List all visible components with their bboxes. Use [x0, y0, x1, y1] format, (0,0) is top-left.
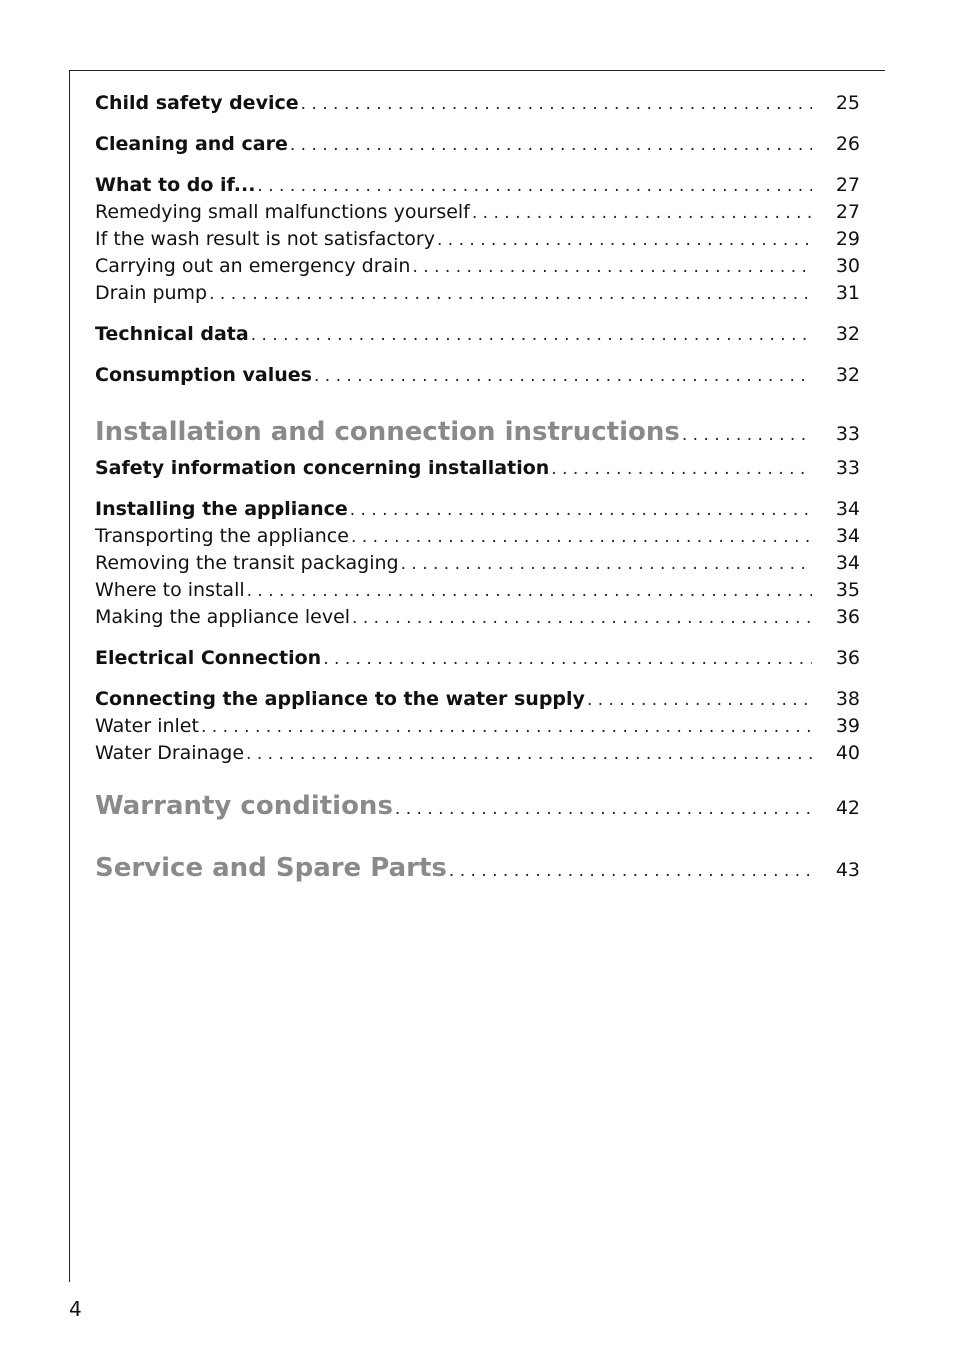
toc-entry-title: Service and Spare Parts — [95, 853, 447, 883]
toc-leader-dots — [412, 257, 812, 277]
toc-entry[interactable] — [95, 579, 860, 606]
toc-entry-title: Cleaning and care — [95, 133, 288, 155]
toc-entry[interactable] — [95, 228, 860, 255]
toc-leader-dots — [682, 425, 812, 445]
toc-section-heading[interactable] — [95, 853, 860, 893]
toc-entry-page: 30 — [835, 255, 860, 277]
toc-entry-title: Water inlet — [95, 715, 199, 737]
toc-leader-dots — [290, 135, 812, 155]
toc-entry-page: 43 — [835, 859, 860, 881]
toc-entry-page: 38 — [835, 688, 860, 710]
toc-entry-title: If the wash result is not satisfactory — [95, 228, 435, 250]
toc-section-heading[interactable] — [95, 791, 860, 831]
toc-leader-dots — [472, 203, 812, 223]
toc-entry-page: 34 — [835, 498, 860, 520]
toc-entry-title: Technical data — [95, 323, 249, 345]
toc-entry-page: 33 — [835, 457, 860, 479]
toc-entry-title: Making the appliance level — [95, 606, 351, 628]
toc-leader-dots — [395, 799, 812, 819]
toc-entry-page: 29 — [835, 228, 860, 250]
toc-leader-dots — [551, 459, 812, 479]
toc-entry-title: What to do if... — [95, 174, 256, 196]
toc-entry-page: 32 — [835, 323, 860, 345]
toc-entry[interactable] — [95, 364, 860, 391]
toc-entry-title: Warranty conditions — [95, 791, 393, 821]
toc-leader-dots — [301, 94, 812, 114]
toc-entry-page: 25 — [835, 92, 860, 114]
toc-entry-page: 27 — [835, 174, 860, 196]
toc-leader-dots — [350, 500, 812, 520]
toc-section-heading[interactable] — [95, 417, 860, 457]
toc-entry-title: Transporting the appliance — [95, 525, 349, 547]
toc-entry-title: Carrying out an emergency drain — [95, 255, 411, 277]
toc-leader-dots — [352, 608, 812, 628]
toc-entry-page: 34 — [835, 525, 860, 547]
toc-entry[interactable] — [95, 133, 860, 160]
toc-leader-dots — [323, 649, 812, 669]
toc-entry-title: Removing the transit packaging — [95, 552, 399, 574]
toc-entry[interactable] — [95, 255, 860, 282]
toc-leader-dots — [449, 861, 812, 881]
toc-entry[interactable] — [95, 92, 860, 119]
toc-leader-dots — [401, 554, 812, 574]
toc-entry[interactable] — [95, 688, 860, 715]
toc-entry-title: Consumption values — [95, 364, 312, 386]
toc-entry-page: 36 — [835, 606, 860, 628]
toc-entry[interactable] — [95, 525, 860, 552]
toc-entry-page: 32 — [835, 364, 860, 386]
toc-entry-title: Installing the appliance — [95, 498, 348, 520]
toc-entry[interactable] — [95, 201, 860, 228]
toc-entry-page: 39 — [835, 715, 860, 737]
frame-left-rule — [69, 70, 70, 1282]
toc-entry[interactable] — [95, 742, 860, 769]
toc-entry[interactable] — [95, 457, 860, 484]
table-of-contents — [95, 92, 860, 893]
toc-entry[interactable] — [95, 606, 860, 633]
toc-entry-title: Water Drainage — [95, 742, 245, 764]
toc-entry[interactable] — [95, 552, 860, 579]
toc-entry-title: Remedying small malfunctions yourself — [95, 201, 470, 223]
toc-leader-dots — [201, 717, 812, 737]
toc-leader-dots — [247, 581, 812, 601]
toc-entry-page: 34 — [835, 552, 860, 574]
toc-entry[interactable] — [95, 174, 860, 201]
toc-entry-page: 31 — [835, 282, 860, 304]
toc-entry-page: 40 — [835, 742, 860, 764]
toc-entry-page: 36 — [835, 647, 860, 669]
page-number: 4 — [69, 1297, 82, 1321]
toc-leader-dots — [314, 366, 812, 386]
toc-entry-page: 42 — [835, 797, 860, 819]
toc-entry-page: 26 — [835, 133, 860, 155]
toc-entry-title: Connecting the appliance to the water supply — [95, 688, 585, 710]
toc-entry-title: Installation and connection instructions — [95, 417, 680, 447]
toc-entry[interactable] — [95, 323, 860, 350]
toc-entry-title: Drain pump — [95, 282, 208, 304]
toc-entry-title: Where to install — [95, 579, 245, 601]
toc-leader-dots — [251, 325, 812, 345]
toc-leader-dots — [209, 284, 812, 304]
toc-entry[interactable] — [95, 282, 860, 309]
toc-entry-page: 35 — [835, 579, 860, 601]
toc-entry-title: Safety information concerning installation — [95, 457, 550, 479]
toc-leader-dots — [246, 744, 812, 764]
toc-entry-page: 33 — [835, 423, 860, 445]
toc-leader-dots — [351, 527, 812, 547]
toc-entry-title: Electrical Connection — [95, 647, 322, 669]
toc-leader-dots — [587, 690, 812, 710]
toc-entry[interactable] — [95, 498, 860, 525]
toc-leader-dots — [437, 230, 812, 250]
toc-entry-title: Child safety device — [95, 92, 299, 114]
toc-entry[interactable] — [95, 647, 860, 674]
frame-top-rule — [69, 70, 885, 71]
toc-entry-page: 27 — [835, 201, 860, 223]
toc-entry[interactable] — [95, 715, 860, 742]
toc-leader-dots — [257, 176, 812, 196]
